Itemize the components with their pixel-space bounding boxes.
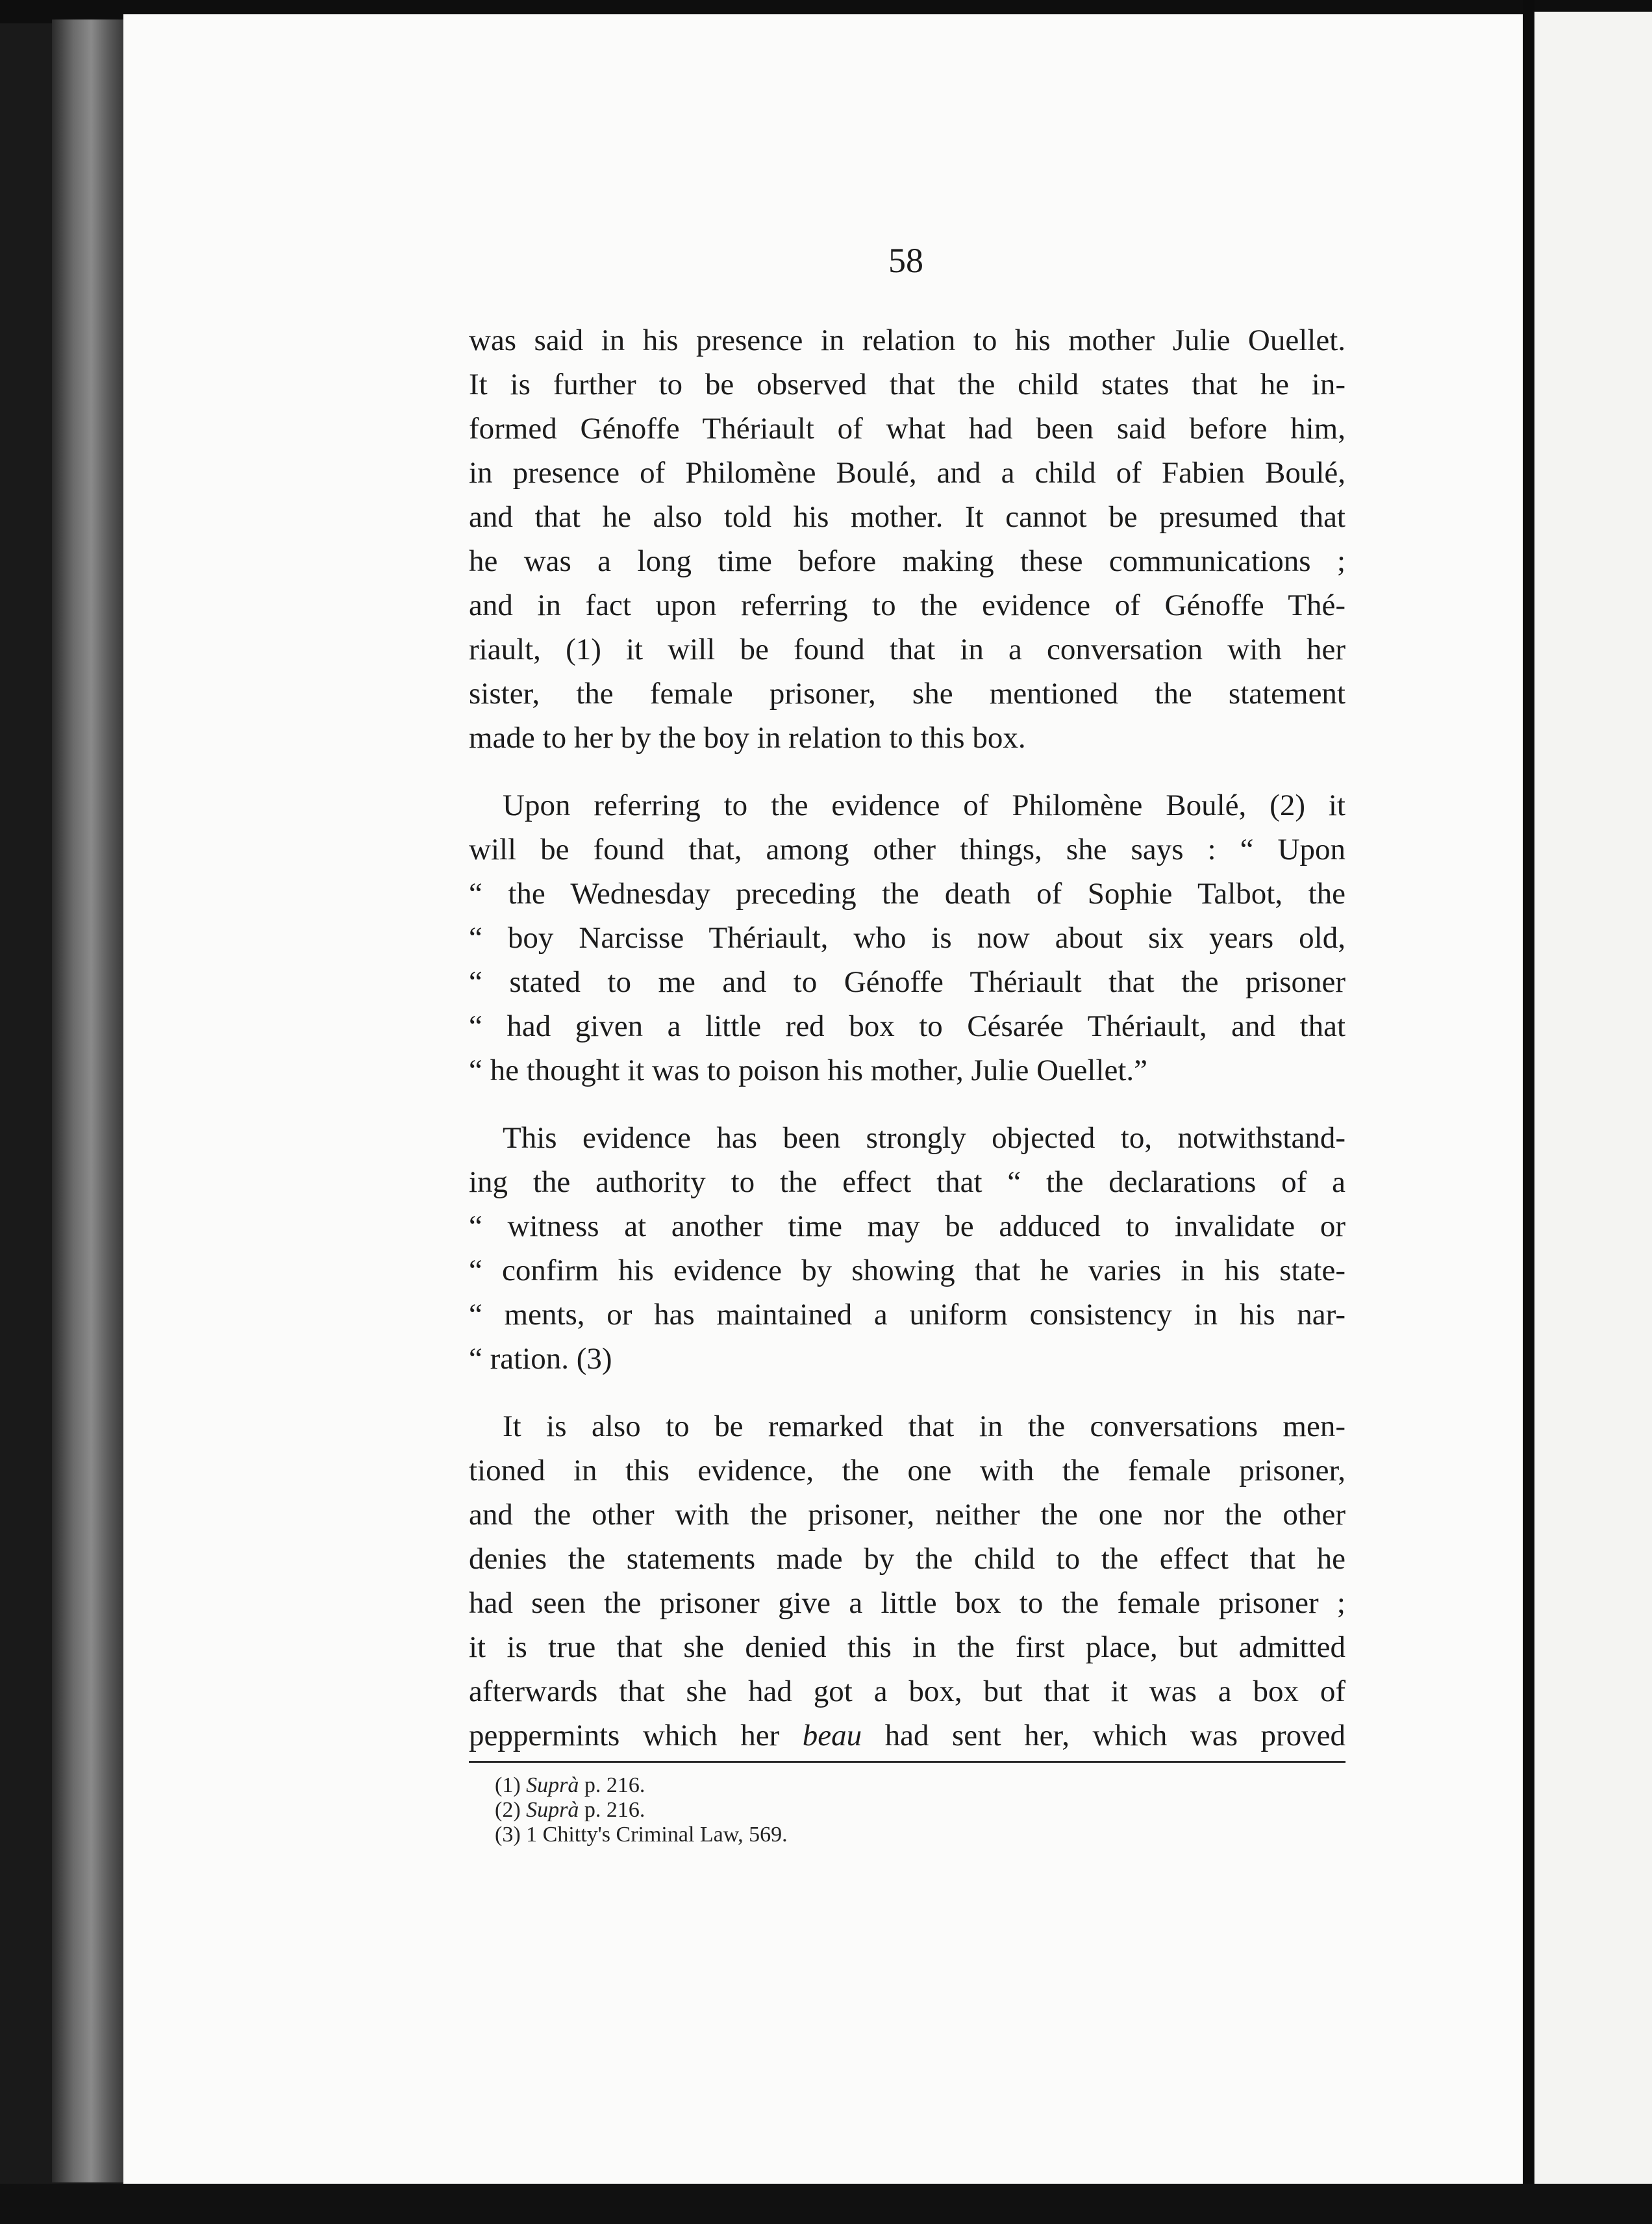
scan-bottom-border: [0, 2184, 1652, 2224]
text-line: will be found that, among other things, she says : “ Upon: [469, 833, 1345, 866]
text-line: sister, the female prisoner, she mentioned the statement: [469, 677, 1345, 711]
italic-word: beau: [802, 1719, 862, 1752]
text-line: [469, 1713, 1345, 1758]
footnote-rule: [469, 1761, 1345, 1763]
text-line: formed Génoffe Thériault of what had been said before him,: [469, 412, 1345, 446]
facing-page: [1534, 12, 1652, 2194]
text-line: Upon referring to the evidence of Philomène Boulé, (2) it: [503, 789, 1345, 822]
text-line: “ witness at another time may be adduced to invalidate or: [469, 1209, 1345, 1243]
footnote-number: (2): [495, 1798, 521, 1822]
page-number: 58: [888, 241, 923, 280]
footnote-number: (3): [495, 1823, 521, 1847]
book-binding: [52, 19, 123, 2182]
footnote-text: p. 216.: [579, 1798, 645, 1822]
footnote-text: p. 216.: [579, 1773, 645, 1797]
text-line: “ ments, or has maintained a uniform consistency in his nar-: [469, 1298, 1345, 1332]
footnotes: [495, 1773, 1209, 1847]
text-line: “ had given a little red box to Césarée Thériault, and that: [469, 1009, 1345, 1043]
text-line: “ confirm his evidence by showing that he varies in his state-: [469, 1254, 1345, 1287]
text-line: and that he also told his mother. It cannot be presumed that: [469, 500, 1345, 534]
footnote-italic: Suprà: [526, 1798, 579, 1822]
paragraph-2: [469, 783, 1345, 1093]
footnote: [495, 1773, 1209, 1798]
text-line: it is true that she denied this in the first place, but admitted: [469, 1630, 1345, 1664]
text-line: This evidence has been strongly objected to, notwithstand-: [503, 1121, 1345, 1155]
text-line: afterwards that she had got a box, but that it was a box of: [469, 1674, 1345, 1708]
text-line: “ he thought it was to poison his mother, Julie Ouellet.”: [469, 1054, 1148, 1087]
text-line: “ boy Narcisse Thériault, who is now about six years old,: [469, 921, 1345, 955]
body-text: [469, 318, 1345, 1758]
text-line: was said in his presence in relation to his mother Julie Ouellet.: [469, 323, 1345, 357]
footnote: [495, 1798, 1209, 1823]
text-run: had sent her, which was proved: [862, 1719, 1346, 1752]
paragraph-4: [469, 1404, 1345, 1758]
footnote: [495, 1823, 1209, 1847]
text-run: peppermints which her: [469, 1719, 803, 1752]
text-line: It is further to be observed that the child states that he in-: [469, 368, 1345, 401]
text-line: ing the authority to the effect that “ the declarations of a: [469, 1165, 1345, 1199]
text-line: riault, (1) it will be found that in a conversation with her: [469, 633, 1345, 666]
text-line: “ the Wednesday preceding the death of Sophie Talbot, the: [469, 877, 1345, 911]
text-line: tioned in this evidence, the one with the female prisoner,: [469, 1454, 1345, 1487]
paragraph-1: [469, 318, 1345, 760]
text-line: and the other with the prisoner, neither the one nor the other: [469, 1498, 1345, 1532]
text-line: It is also to be remarked that in the conversations men-: [503, 1409, 1345, 1443]
text-line: had seen the prisoner give a little box to the female prisoner ;: [469, 1586, 1345, 1620]
paragraph-3: [469, 1116, 1345, 1381]
footnote-number: (1): [495, 1773, 521, 1797]
text-line: in presence of Philomène Boulé, and a child of Fabien Boulé,: [469, 456, 1345, 490]
text-line: made to her by the boy in relation to this box.: [469, 721, 1026, 755]
text-line: denies the statements made by the child to the effect that he: [469, 1542, 1345, 1576]
footnote-text: 1 Chitty's Criminal Law, 569.: [526, 1823, 788, 1847]
footnote-italic: Suprà: [526, 1773, 579, 1797]
text-line: “ stated to me and to Génoffe Thériault that the prisoner: [469, 965, 1345, 999]
text-line: and in fact upon referring to the evidence of Génoffe Thé-: [469, 588, 1345, 622]
text-line: he was a long time before making these communications ;: [469, 544, 1345, 578]
text-line: “ ration. (3): [469, 1342, 612, 1376]
page-edge: [1523, 0, 1534, 2195]
